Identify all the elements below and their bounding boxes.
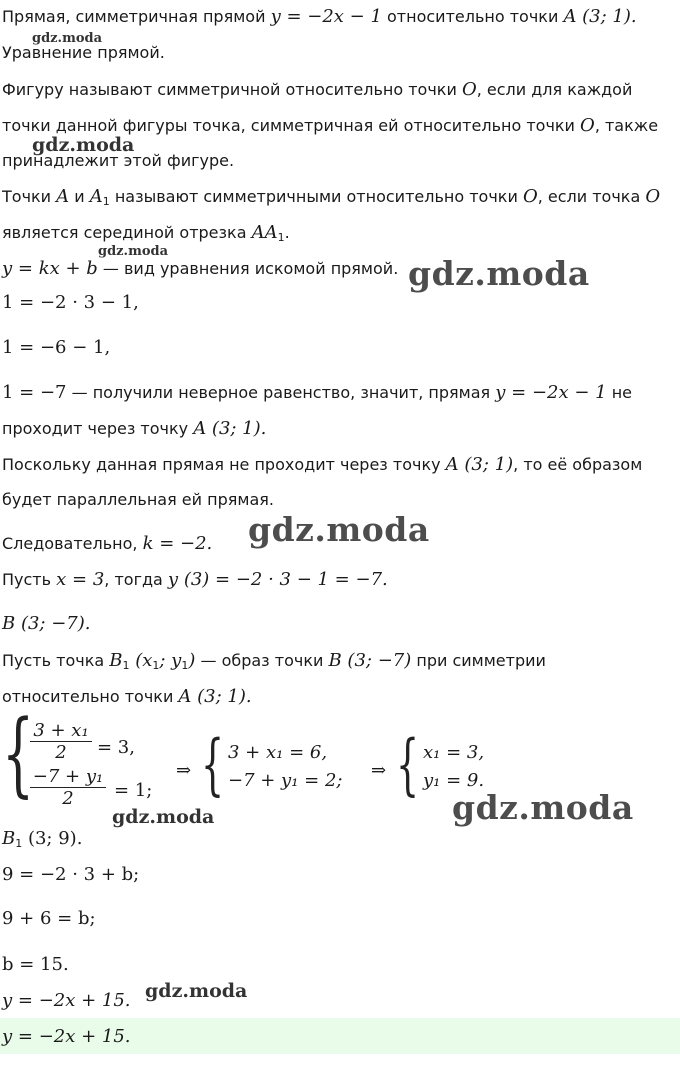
text: проходит через точку [2,419,194,438]
text: Следовательно, [2,534,143,553]
math: (3; 9). [22,828,83,849]
math: y = −2x − 1 [495,382,607,403]
math: A (3; 1). [563,6,637,27]
watermark: gdz.moda [112,806,215,828]
fraction [30,766,106,809]
watermark: gdz.moda [32,134,135,156]
solution-line: 1 = −6 − 1, [2,337,111,358]
math: x = 3 [56,569,105,590]
text: относительно точки [2,687,179,706]
solution-line [2,454,642,476]
text: — образ точки [195,651,329,670]
equation: 3 + x₁ = 6, [228,742,328,763]
math: B [2,828,16,849]
definition-line [2,186,660,208]
math: O [522,186,538,207]
math: y = −2x − 1 [270,6,382,27]
brace-icon: { [2,700,35,807]
equation-rhs: = 1; [114,780,153,801]
numerator: −7 + y₁ [30,766,106,788]
text: называют симметричными относительно точки [109,187,523,206]
text: точки данной фигуры точка, симметричная ей относительно точки [2,116,581,135]
math: k = −2. [142,533,213,554]
subscript: 1 [277,231,285,244]
equation-rhs: = 3, [97,737,135,758]
solution-line: 9 + 6 = b; [2,908,96,929]
solution-line [2,382,632,404]
subscript: 1 [122,659,130,672]
math: B [109,650,123,671]
equation: x₁ = 3, [423,742,485,763]
text: не [606,383,633,402]
definition-line [2,222,290,244]
watermark-large: gdz.moda [408,254,590,293]
math: AA [251,222,278,243]
math: y = kx + b [2,258,98,279]
solution-line [2,533,212,555]
fraction [30,720,92,763]
watermark-large: gdz.moda [452,788,634,827]
brace-icon: { [201,726,225,803]
math: A (3; 1). [193,418,267,439]
subscript: 1 [15,837,23,850]
solution-line [2,258,398,280]
text: , если точка [537,187,646,206]
text: Точки [2,187,57,206]
definition-line: принадлежит этой фигуре. [2,151,235,170]
text: Прямая, симметричная прямой [2,7,271,26]
text: . [284,223,290,242]
math: A [56,186,70,207]
solution-line [2,650,546,672]
math: 1 = −7 [2,382,67,403]
brace-icon: { [396,726,420,803]
implies-arrow-icon: ⇒ [371,760,387,781]
text: и [69,187,90,206]
math: O [645,186,661,207]
numerator: 3 + x₁ [30,720,92,742]
math: B (3; −7) [328,650,412,671]
denominator: 2 [55,742,67,763]
math: A [89,186,103,207]
solution-line: B (3; −7). [2,613,91,634]
solution-line: y = −2x + 15. [2,990,131,1011]
math: A (3; 1). [178,686,252,707]
solution-line [2,686,252,708]
text: — получили неверное равенство, значит, прямая [66,383,496,402]
text: относительно точки [381,7,564,26]
text: Пусть точка [2,651,110,670]
denominator: 2 [62,788,74,809]
text: является серединой отрезка [2,223,252,242]
text: при симметрии [411,651,546,670]
solution-line: b = 15. [2,954,69,975]
math: A (3; 1) [445,454,514,475]
math: y (3) = −2 · 3 − 1 = −7. [167,569,388,590]
implies-arrow-icon: ⇒ [176,760,192,781]
solution-line: 1 = −2 · 3 − 1, [2,292,139,313]
text: , если для каждой [476,80,633,99]
watermark: gdz.moda [32,31,103,46]
task-line: Уравнение прямой. [2,43,165,62]
math: (x [129,650,153,671]
answer: y = −2x + 15. [2,1026,131,1047]
text: — вид уравнения искомой прямой. [97,259,399,278]
math: O [580,115,595,136]
math: ) [188,650,196,671]
text: , также [594,116,659,135]
text: Поскольку данная прямая не проходит через точку [2,455,446,474]
solution-line [2,828,82,850]
text: , тогда [104,570,168,589]
equation: y₁ = 9. [423,770,485,791]
math: ; y [159,650,182,671]
watermark: gdz.moda [98,244,169,259]
solution-line [2,418,266,440]
definition-line [2,79,632,101]
watermark: gdz.moda [145,980,248,1002]
subscript: 1 [152,659,160,672]
solution-line [2,569,388,591]
equation: −7 + y₁ = 2; [228,770,343,791]
text: , то её образом [513,455,643,474]
text: Пусть [2,570,57,589]
subscript: 1 [102,195,110,208]
solution-line: будет параллельная ей прямая. [2,490,274,509]
problem-statement [2,6,637,28]
math: O [461,79,477,100]
solution-line: 9 = −2 · 3 + b; [2,864,140,885]
text: Фигуру называют симметричной относительно точки [2,80,462,99]
subscript: 1 [181,659,189,672]
watermark-large: gdz.moda [248,510,430,549]
